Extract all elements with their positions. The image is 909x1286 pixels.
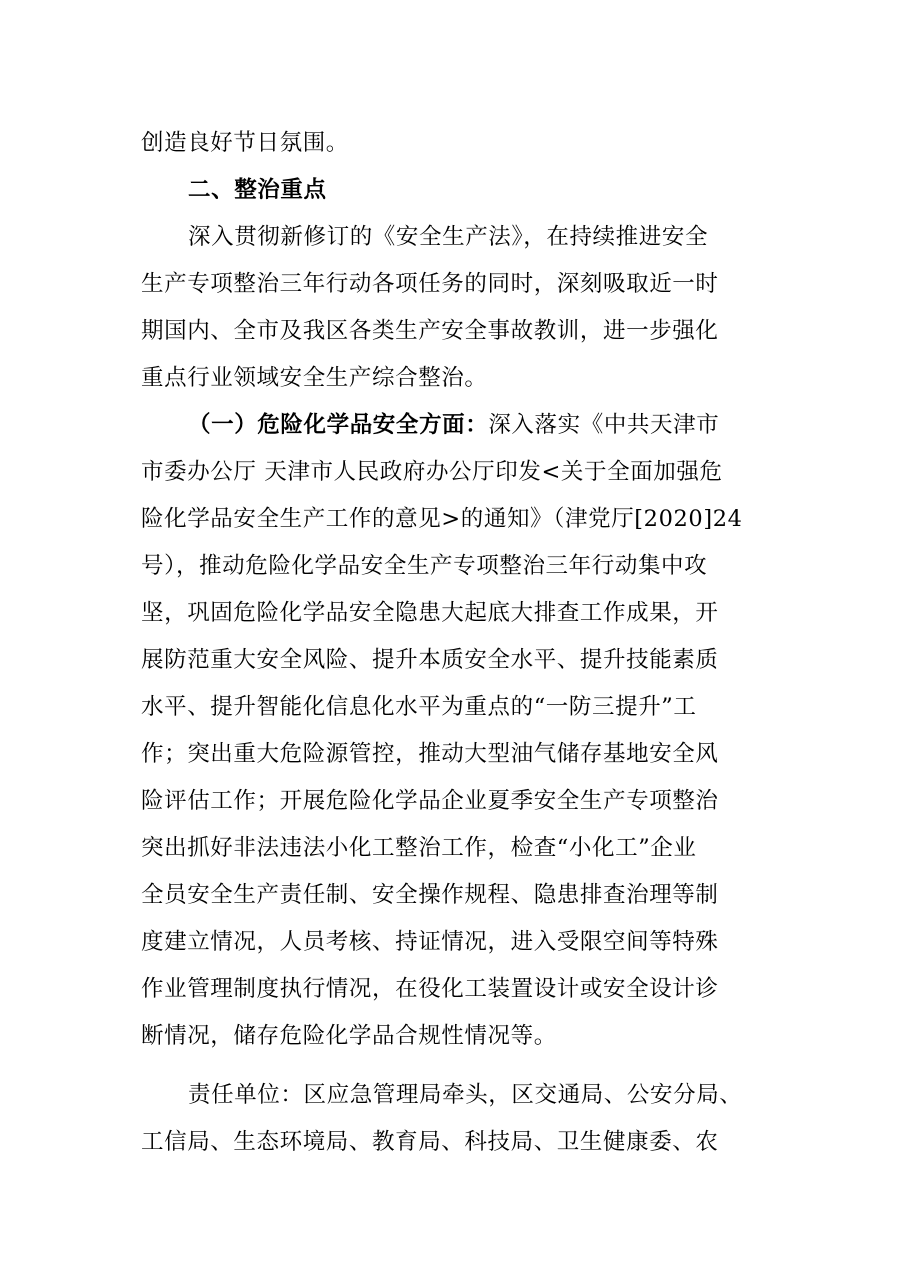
text-line-8: 市委办公厅 天津市人民政府办公厅印发<关于全面加强危 xyxy=(141,459,723,485)
subheading-label: （一）危险化学品安全方面： xyxy=(188,412,489,438)
text-line-3: 深入贯彻新修订的《安全生产法》，在持续推进安全 xyxy=(188,224,709,250)
text-line-12: 展防范重大安全风险、提升本质安全水平、提升技能素质 xyxy=(141,647,719,673)
text-line-5: 期国内、全市及我区各类生产安全事故教训，进一步强化 xyxy=(141,318,719,344)
text-line-21: 责任单位：区应急管理局牵头，区交通局、公安分局、 xyxy=(188,1082,743,1108)
text-line-10: 号），推动危险化学品安全生产专项整治三年行动集中攻 xyxy=(141,553,708,579)
text-line-11: 坚，巩固危险化学品安全隐患大起底大排查工作成果，开 xyxy=(141,600,719,626)
text-line-13: 水平、提升智能化信息化水平为重点的“一防三提升”工 xyxy=(141,694,697,720)
subheading-text: 深入落实《中共天津市 xyxy=(488,412,720,438)
text-line-9: 险化学品安全生产工作的意见>的通知》（津党厅[2020]24 xyxy=(141,506,743,532)
subheading-line xyxy=(188,410,828,440)
text-line-1: 创造良好节日氛围。 xyxy=(141,130,349,156)
text-line-17: 全员安全生产责任制、安全操作规程、隐患排查治理等制 xyxy=(141,882,719,908)
text-line-22: 工信局、生态环境局、教育局、科技局、卫生健康委、农 xyxy=(141,1129,719,1155)
text-line-14: 作；突出重大危险源管控，推动大型油气储存基地安全风 xyxy=(141,741,719,767)
text-line-20: 断情况，储存危险化学品合规性情况等。 xyxy=(141,1023,557,1049)
section-heading: 二、整治重点 xyxy=(188,177,327,203)
text-line-4: 生产专项整治三年行动各项任务的同时，深刻吸取近一时 xyxy=(141,271,719,297)
text-line-16: 突出抓好非法违法小化工整治工作，检查“小化工”企业 xyxy=(141,835,697,861)
text-line-18: 度建立情况，人员考核、持证情况，进入受限空间等特殊 xyxy=(141,929,719,955)
text-line-15: 险评估工作；开展危险化学品企业夏季安全生产专项整治 xyxy=(141,788,719,814)
text-line-6: 重点行业领域安全生产综合整治。 xyxy=(141,365,488,391)
text-line-19: 作业管理制度执行情况，在役化工装置设计或安全设计诊 xyxy=(141,976,719,1002)
